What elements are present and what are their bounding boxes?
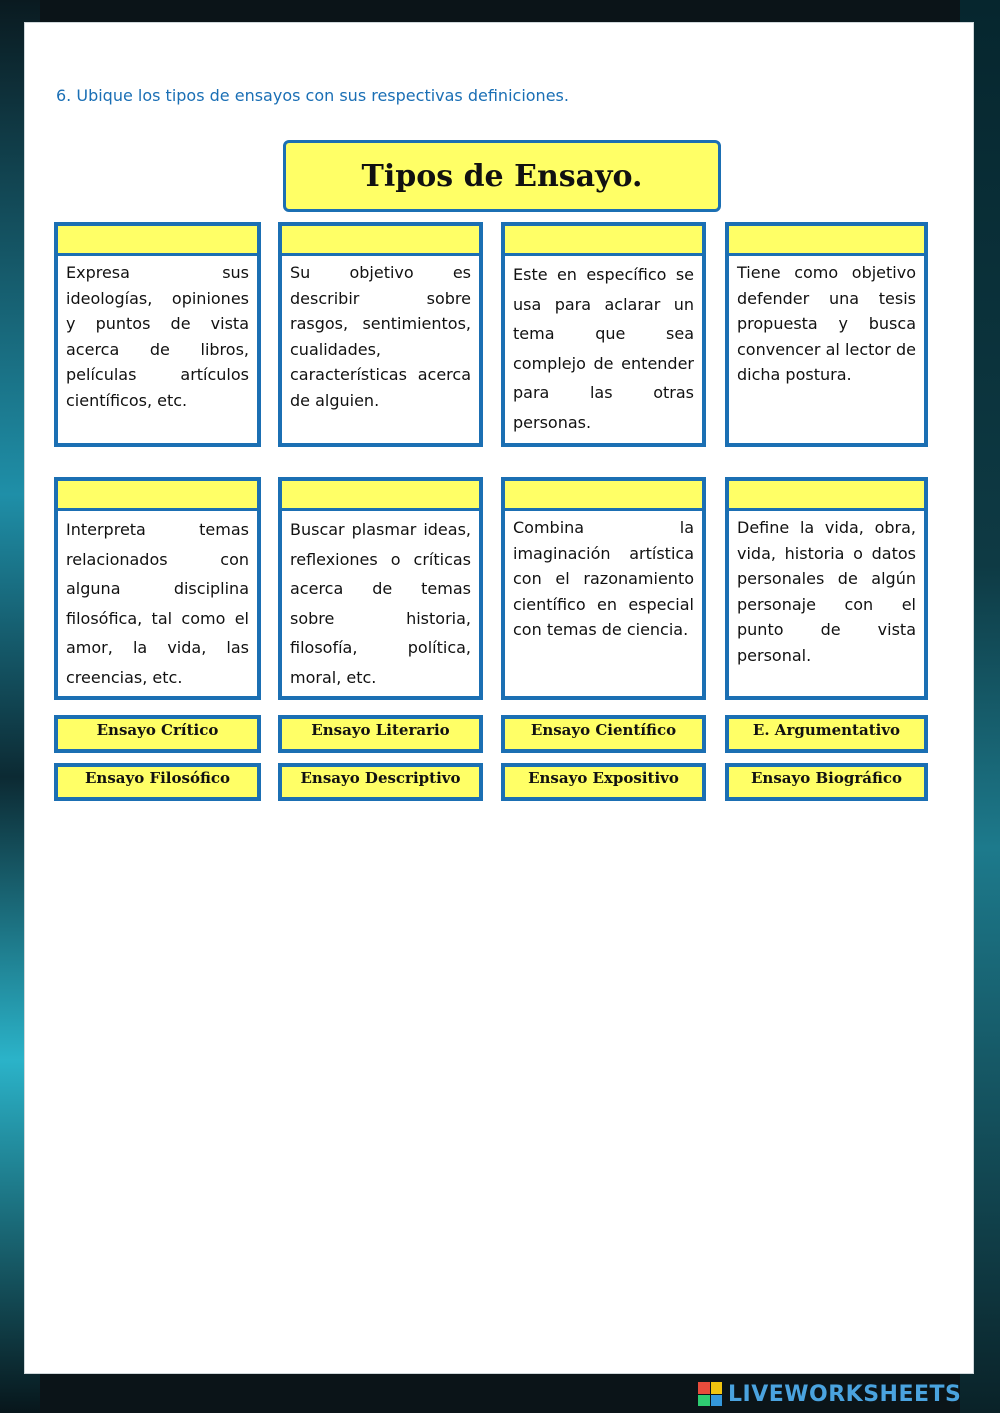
- label-ensayo-expositivo[interactable]: Ensayo Expositivo: [501, 763, 706, 801]
- definition-card-6: [278, 477, 483, 700]
- instruction-text: 6. Ubique los tipos de ensayos con sus respectivas definiciones.: [56, 86, 569, 105]
- worksheet-title: Tipos de Ensayo.: [361, 158, 643, 194]
- definition-text: Tiene como objetivo defender una tesis propuesta y busca convencer al lector de dicha postura.: [737, 263, 916, 384]
- drop-slot-4[interactable]: [729, 226, 924, 256]
- label-ensayo-filosofico[interactable]: Ensayo Filosófico: [54, 763, 261, 801]
- definition-text: Combina la imaginación artística con el razonamiento científico en especial con temas de ciencia.: [513, 518, 694, 639]
- label-ensayo-cientifico[interactable]: Ensayo Científico: [501, 715, 706, 753]
- drop-slot-3[interactable]: [505, 226, 702, 256]
- drop-slot-2[interactable]: [282, 226, 479, 256]
- definition-text: Este en específico se usa para aclarar un tema que sea complejo de entender para las otras personas.: [513, 265, 694, 432]
- definition-card-8: [725, 477, 928, 700]
- definition-text: Define la vida, obra, vida, historia o datos personales de algún personaje con el punto de vista personal.: [737, 518, 916, 665]
- label-ensayo-critico[interactable]: Ensayo Crítico: [54, 715, 261, 753]
- definition-card-4: [725, 222, 928, 447]
- drop-slot-5[interactable]: [58, 481, 257, 511]
- label-ensayo-biografico[interactable]: Ensayo Biográfico: [725, 763, 928, 801]
- definition-card-2: [278, 222, 483, 447]
- definition-text: Interpreta temas relacionados con alguna disciplina filosófica, tal como el amor, la vida, las creencias, etc.: [66, 520, 249, 687]
- drop-slot-7[interactable]: [505, 481, 702, 511]
- drop-slot-1[interactable]: [58, 226, 257, 256]
- label-ensayo-argumentativo[interactable]: E. Argumentativo: [725, 715, 928, 753]
- footer-brand-text: LIVEWORKSHEETS: [728, 1381, 962, 1407]
- definition-card-3: [501, 222, 706, 447]
- label-ensayo-literario[interactable]: Ensayo Literario: [278, 715, 483, 753]
- drop-slot-6[interactable]: [282, 481, 479, 511]
- definition-card-1: [54, 222, 261, 447]
- definition-card-5: [54, 477, 261, 700]
- drop-slot-8[interactable]: [729, 481, 924, 511]
- footer-brand: [698, 1380, 961, 1408]
- definition-text: Buscar plasmar ideas, reflexiones o críticas acerca de temas sobre historia, filosofía, política, moral, etc.: [290, 520, 471, 687]
- definition-card-7: [501, 477, 706, 700]
- definition-text: Expresa sus ideologías, opiniones y puntos de vista acerca de libros, películas artículos científicos, etc.: [66, 263, 249, 410]
- definition-text: Su objetivo es describir sobre rasgos, sentimientos, cualidades, características acerca de alguien.: [290, 263, 471, 410]
- title-box: [283, 140, 721, 212]
- label-ensayo-descriptivo[interactable]: Ensayo Descriptivo: [278, 763, 483, 801]
- liveworksheets-logo-icon: [698, 1382, 722, 1406]
